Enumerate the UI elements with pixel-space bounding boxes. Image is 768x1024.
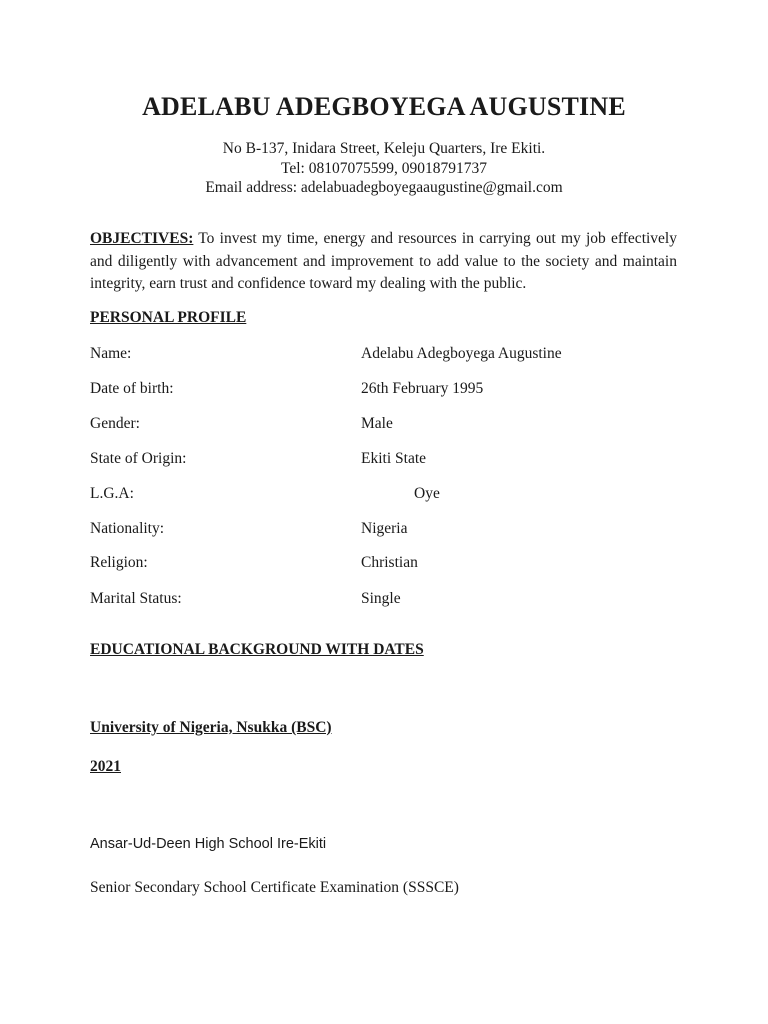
email-line: Email address: adelabuadegboyegaaugustine@gmail.com [205,179,563,196]
profile-value: 26th February 1995 [361,380,484,397]
profile-row-religion [90,554,690,576]
profile-row-name [90,345,690,367]
university-year: 2021 [90,758,121,775]
contact-block [0,139,768,198]
profile-label: Gender: [90,415,140,432]
profile-row-state-of-origin [90,450,690,472]
certificate-entry: Senior Secondary School Certificate Examination (SSSCE) [90,879,459,896]
profile-value: Nigeria [361,520,408,537]
profile-label: State of Origin: [90,450,187,467]
profile-row-date-of-birth [90,380,690,402]
objectives-text: To invest my time, energy and resources in carrying out my job effectively and diligently with advancement and improvement to add value to the society and maintain integrity, earn trust and confidence toward my dealing with the public. [90,230,677,292]
profile-label: Nationality: [90,520,165,537]
objectives-paragraph [90,228,677,296]
profile-value: Adelabu Adegboyega Augustine [361,345,562,362]
profile-label: Religion: [90,554,148,571]
profile-value: Christian [361,554,418,571]
profile-row-gender [90,415,690,437]
profile-label: Date of birth: [90,380,174,397]
objectives-label: OBJECTIVES: [90,230,194,247]
profile-value: Single [361,590,401,607]
high-school-entry: Ansar-Ud-Deen High School Ire-Ekiti [90,836,327,852]
profile-value: Male [361,415,393,432]
profile-row-lga [90,485,690,507]
profile-label: L.G.A: [90,485,134,502]
profile-row-nationality [90,520,690,542]
university-entry: University of Nigeria, Nsukka (BSC) [90,719,332,736]
profile-label: Marital Status: [90,590,182,607]
profile-label: Name: [90,345,132,362]
phone-line: Tel: 08107075599, 09018791737 [280,159,487,177]
resume-name-title: ADELABU ADEGBOYEGA AUGUSTINE [142,92,626,121]
profile-value: Ekiti State [361,450,427,467]
education-heading: EDUCATIONAL BACKGROUND WITH DATES [90,641,424,658]
address-line: No B-137, Inidara Street, Keleju Quarters, Ire Ekiti. [222,140,546,157]
profile-value: Oye [414,485,440,502]
profile-row-marital-status [90,590,690,612]
personal-profile-heading: PERSONAL PROFILE [90,309,247,326]
